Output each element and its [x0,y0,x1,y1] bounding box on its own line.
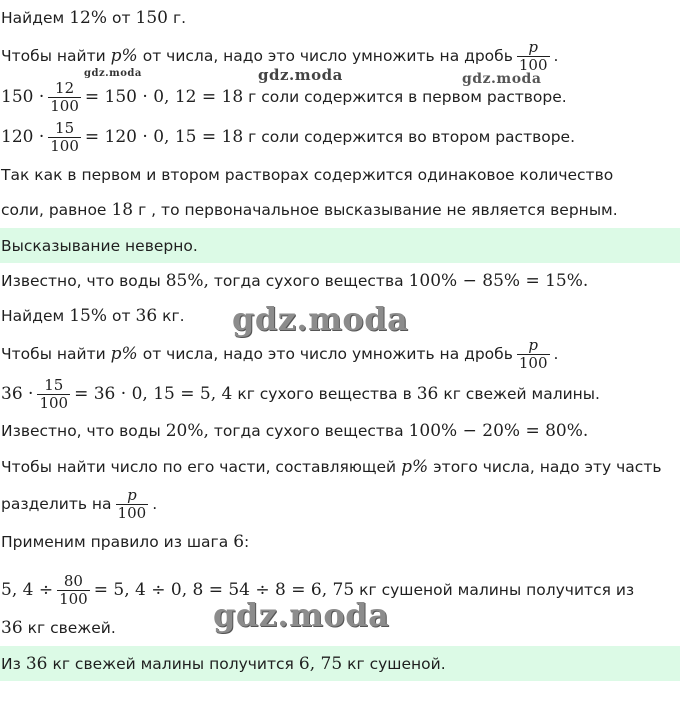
math: = 120 · 0, 15 = 18 [84,127,244,147]
watermark: gdz.moda [258,66,343,84]
line-9 [0,298,680,334]
text: Найдем [1,9,65,27]
line-17 [0,610,680,646]
text: Известно, что воды [1,422,161,440]
line-3 [0,76,680,118]
text: : [244,533,250,551]
math: 36 [135,306,158,326]
math: = 5, 4 ÷ 0, 8 = 54 ÷ 8 = 6, 75 [93,580,355,600]
line-5 [0,157,680,193]
denominator: 100 [59,589,88,608]
math: p% [110,344,138,364]
answer-highlight-1 [0,228,680,263]
denominator: 100 [50,136,79,155]
text: кг. [162,307,185,325]
fraction [37,377,70,412]
watermark: gdz.moda [213,596,390,634]
text: кг свежей малины получится [52,654,294,673]
text: соли, равное [1,201,107,219]
text: этого числа, надо эту часть [433,458,662,476]
denominator: 100 [518,353,548,372]
text: тогда сухого вещества [213,422,404,440]
math: 100% − 85% = 15%. [408,271,589,291]
text: Чтобы найти [1,345,106,363]
math: 100% − 20% = 80%. [408,421,589,441]
numerator: p [528,37,538,56]
math: 20%, [165,421,209,441]
line-14 [0,482,680,526]
math: 85%, [165,271,209,291]
denominator: 100 [117,503,147,522]
line-16 [0,567,680,613]
answer-highlight-2 [0,646,680,681]
text: . [152,495,158,513]
text: г , то первоначальное высказывание не является верным. [138,201,618,219]
watermark: gdz.moda [462,71,542,87]
math: 36 [25,653,48,674]
fraction [48,80,81,115]
numerator: 15 [44,375,64,394]
text: кг свежей малины. [443,385,600,403]
math: 120 · [1,127,45,147]
text: от [111,307,131,325]
numerator: 12 [55,78,75,97]
text: кг сухого вещества в [237,385,412,403]
line-6 [0,192,680,228]
fraction [48,120,81,155]
numerator: p [528,335,538,354]
math: = 150 · 0, 12 = 18 [84,87,244,107]
line-4 [0,116,680,158]
line-11 [0,373,680,415]
fraction [517,39,550,74]
text: Высказывание неверно. [1,236,198,255]
numerator: 80 [63,571,83,590]
watermark: gdz.moda [232,300,409,338]
text: . [553,345,559,363]
text: Из [1,654,21,673]
text: от [111,9,131,27]
text: тогда сухого вещества [213,272,404,290]
math: 36 [416,384,439,404]
math: 6, 75 [298,653,343,674]
fraction [517,337,550,372]
line-2 [0,34,680,78]
fraction [57,573,90,608]
text: Чтобы найти [1,47,106,65]
line-1 [0,0,680,36]
denominator: 100 [518,55,548,74]
math: 18 [111,200,134,220]
text: кг сушеной малины получится из [359,581,635,599]
fraction [116,487,149,522]
line-10 [0,332,680,376]
math: 150 [135,8,168,28]
math: 36 [1,618,23,638]
text: г. [172,9,187,27]
math: p% [401,457,429,477]
text: г соли содержится в первом растворе. [248,88,567,106]
text: Чтобы найти число по его части, составляющей [1,458,397,476]
text: от числа, надо это число умножить на дробь [142,47,513,65]
line-8 [0,263,680,299]
math: 5, 4 ÷ [1,580,54,600]
math: p% [110,46,138,66]
denominator: 100 [50,96,79,115]
text: разделить на [1,495,112,513]
text: Найдем [1,307,65,325]
line-12 [0,413,680,449]
math: 36 · [1,384,34,404]
math: 150 · [1,87,45,107]
text: кг сушеной. [347,654,446,673]
math: 12% [69,8,107,28]
denominator: 100 [39,393,69,412]
numerator: 15 [55,118,75,137]
math: 15% [69,306,107,326]
math: 6 [233,532,245,552]
math: = 36 · 0, 15 = 5, 4 [74,384,233,404]
text: г соли содержится во втором растворе. [248,128,576,146]
text: кг свежей. [27,619,116,637]
line-13 [0,449,680,485]
line-15 [0,524,680,560]
watermark: gdz.moda [84,68,142,79]
text: Применим правило из шага [1,533,229,551]
text: от числа, надо это число умножить на дробь [142,345,513,363]
text: Так как в первом и втором растворах содержится одинаковое количество [1,166,614,184]
text: . [553,47,559,65]
text: Известно, что воды [1,272,161,290]
numerator: p [127,485,137,504]
